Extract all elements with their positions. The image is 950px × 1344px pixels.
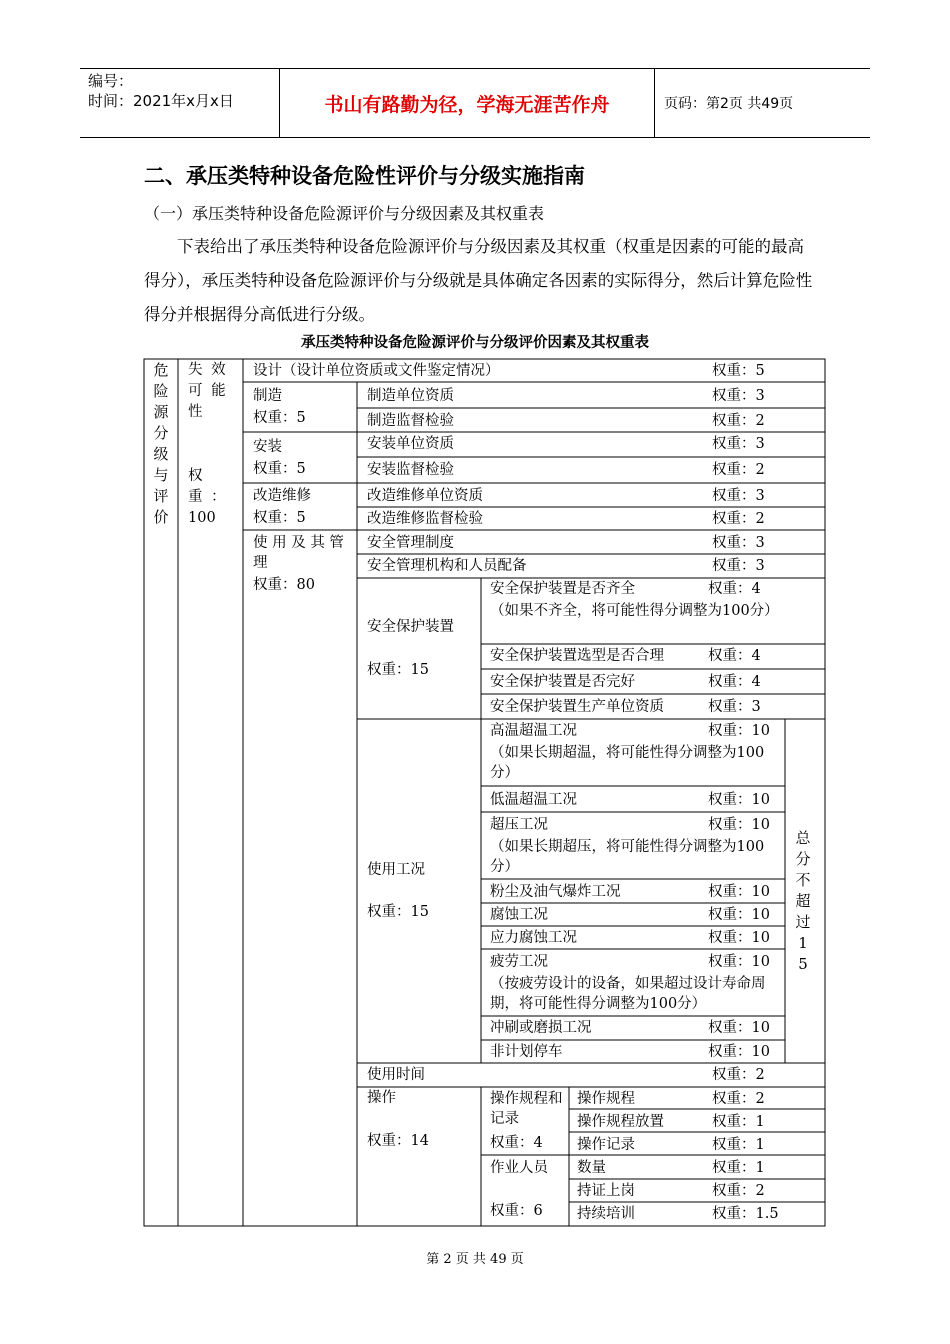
protection-item-4-weight: 权重：3 xyxy=(708,699,761,715)
conditions-total-note: 总分不超过15 xyxy=(795,829,811,973)
condition-1-note: （如果长期超温，将可能性得分调整为100分） xyxy=(490,745,765,781)
number-label: 编号： xyxy=(88,72,134,90)
op-procedure-weight: 权重：4 xyxy=(490,1135,543,1151)
install-label: 安装 xyxy=(253,439,282,455)
manufacture-label: 制造 xyxy=(253,388,282,404)
condition-6: 应力腐蚀工况 xyxy=(490,930,577,946)
op-procedure-item-3-weight: 权重：1 xyxy=(712,1137,765,1153)
op-staff-item-1-weight: 权重：1 xyxy=(712,1160,765,1176)
operation-weight: 权重：14 xyxy=(367,1133,429,1149)
condition-8-weight: 权重：10 xyxy=(708,1020,770,1036)
manufacture-item-2: 制造监督检验 xyxy=(367,413,454,429)
op-staff-item-2-weight: 权重：2 xyxy=(712,1183,765,1199)
protection-item-1-weight: 权重：4 xyxy=(708,581,761,597)
manufacture-item-1: 制造单位资质 xyxy=(367,388,454,404)
condition-3-weight: 权重：10 xyxy=(708,817,770,833)
op-staff-item-1: 数量 xyxy=(577,1160,606,1176)
protection-item-1: 安全保护装置是否齐全 xyxy=(490,581,635,597)
protection-weight: 权重：15 xyxy=(367,662,429,678)
col-hazard-classification: 危险源分级与评价 xyxy=(153,361,169,526)
section-title: 二、承压类特种设备危险性评价与分级实施指南 xyxy=(144,164,585,188)
condition-7-weight: 权重：10 xyxy=(708,954,770,970)
condition-9: 非计划停车 xyxy=(490,1044,563,1060)
col-failure-b: 可 能 xyxy=(188,383,228,399)
design-weight: 权重：5 xyxy=(712,363,765,379)
install-item-1-weight: 权重：3 xyxy=(712,436,765,452)
operation-label: 操作 xyxy=(367,1090,396,1106)
protection-item-4: 安全保护装置生产单位资质 xyxy=(490,699,664,715)
use-item-2-weight: 权重：3 xyxy=(712,558,765,574)
manufacture-item-1-weight: 权重：3 xyxy=(712,388,765,404)
modify-item-1: 改造维修单位资质 xyxy=(367,488,483,504)
intro-paragraph: 下表给出了承压类特种设备危险源评价与分级因素及其权重（权重是因素的可能的最高得分），承压类特种设备危险源评价与分级就是具体确定各因素的实际得分，然后计算危险性得分并根据得分高低进行分级。 xyxy=(144,237,813,324)
protection-item-2-weight: 权重：4 xyxy=(708,648,761,664)
conditions-weight: 权重：15 xyxy=(367,904,429,920)
col-failure-c: 性 xyxy=(188,404,203,420)
modify-item-2-weight: 权重：2 xyxy=(712,511,765,527)
condition-5-weight: 权重：10 xyxy=(708,907,770,923)
op-staff-item-3-weight: 权重：1.5 xyxy=(712,1206,779,1222)
col-failure-f: 100 xyxy=(188,510,216,526)
condition-7: 疲劳工况 xyxy=(490,954,548,970)
time-label: 时间：2021年x月x日 xyxy=(88,92,234,110)
protection-item-1-note: （如果不齐全，将可能性得分调整为100分） xyxy=(490,603,779,619)
manufacture-item-2-weight: 权重：2 xyxy=(712,413,765,429)
op-staff-item-3: 持续培训 xyxy=(577,1206,635,1222)
protection-item-3-weight: 权重：4 xyxy=(708,674,761,690)
col-failure-e: 重 ： xyxy=(188,489,228,505)
condition-7-note: （按疲劳设计的设备，如果超过设计寿命周期，将可能性得分调整为100分） xyxy=(490,976,766,1012)
condition-5: 腐蚀工况 xyxy=(490,907,548,923)
header-motto: 书山有路勤为径，学海无涯苦作舟 xyxy=(280,69,655,137)
condition-6-weight: 权重：10 xyxy=(708,930,770,946)
condition-3-note: （如果长期超压，将可能性得分调整为100分） xyxy=(490,839,765,875)
modify-item-1-weight: 权重：3 xyxy=(712,488,765,504)
use-item-1: 安全管理制度 xyxy=(367,535,454,551)
op-procedure-item-1-weight: 权重：2 xyxy=(712,1091,765,1107)
op-staff-label: 作业人员 xyxy=(490,1160,548,1176)
op-procedure-item-3: 操作记录 xyxy=(577,1137,635,1153)
op-procedure-item-2-weight: 权重：1 xyxy=(712,1114,765,1130)
design-label: 设计（设计单位资质或文件鉴定情况） xyxy=(253,363,500,379)
modify-weight: 权重：5 xyxy=(253,510,306,526)
use-item-1-weight: 权重：3 xyxy=(712,535,765,551)
condition-1: 高温超温工况 xyxy=(490,723,577,739)
install-item-2: 安装监督检验 xyxy=(367,462,454,478)
manufacture-weight: 权重：5 xyxy=(253,410,306,426)
use-management-weight: 权重：80 xyxy=(253,577,315,593)
protection-label: 安全保护装置 xyxy=(367,619,454,635)
subsection-title: （一）承压类特种设备危险源评价与分级因素及其权重表 xyxy=(144,204,545,223)
condition-3: 超压工况 xyxy=(490,817,548,833)
page-footer: 第 2 页 共 49 页 xyxy=(426,1252,524,1267)
condition-1-weight: 权重：10 xyxy=(708,723,770,739)
protection-item-3: 安全保护装置是否完好 xyxy=(490,674,635,690)
protection-item-2: 安全保护装置选型是否合理 xyxy=(490,648,664,664)
modify-label: 改造维修 xyxy=(253,488,311,504)
use-management-label: 使 用 及 其 管 理 xyxy=(253,535,344,571)
install-weight: 权重：5 xyxy=(253,461,306,477)
install-item-1: 安装单位资质 xyxy=(367,436,454,452)
condition-2: 低温超温工况 xyxy=(490,792,577,808)
op-procedure-label: 操作规程和记录 xyxy=(490,1091,563,1127)
condition-9-weight: 权重：10 xyxy=(708,1044,770,1060)
op-staff-weight: 权重：6 xyxy=(490,1203,543,1219)
op-procedure-item-2: 操作规程放置 xyxy=(577,1114,664,1130)
condition-2-weight: 权重：10 xyxy=(708,792,770,808)
table-caption: 承压类特种设备危险源评价与分级评价因素及其权重表 xyxy=(301,335,649,351)
usage-time-weight: 权重：2 xyxy=(712,1067,765,1083)
col-failure-a: 失 效 xyxy=(188,362,228,378)
use-item-2: 安全管理机构和人员配备 xyxy=(367,558,527,574)
header-page-info: 页码：第2页 共49页 xyxy=(664,96,794,112)
usage-time-label: 使用时间 xyxy=(367,1067,425,1083)
condition-8: 冲刷或磨损工况 xyxy=(490,1020,592,1036)
col-failure-d: 权 xyxy=(188,468,203,484)
op-procedure-item-1: 操作规程 xyxy=(577,1091,635,1107)
install-item-2-weight: 权重：2 xyxy=(712,462,765,478)
op-staff-item-2: 持证上岗 xyxy=(577,1183,635,1199)
conditions-label: 使用工况 xyxy=(367,862,425,878)
condition-4: 粉尘及油气爆炸工况 xyxy=(490,884,621,900)
modify-item-2: 改造维修监督检验 xyxy=(367,511,483,527)
condition-4-weight: 权重：10 xyxy=(708,884,770,900)
